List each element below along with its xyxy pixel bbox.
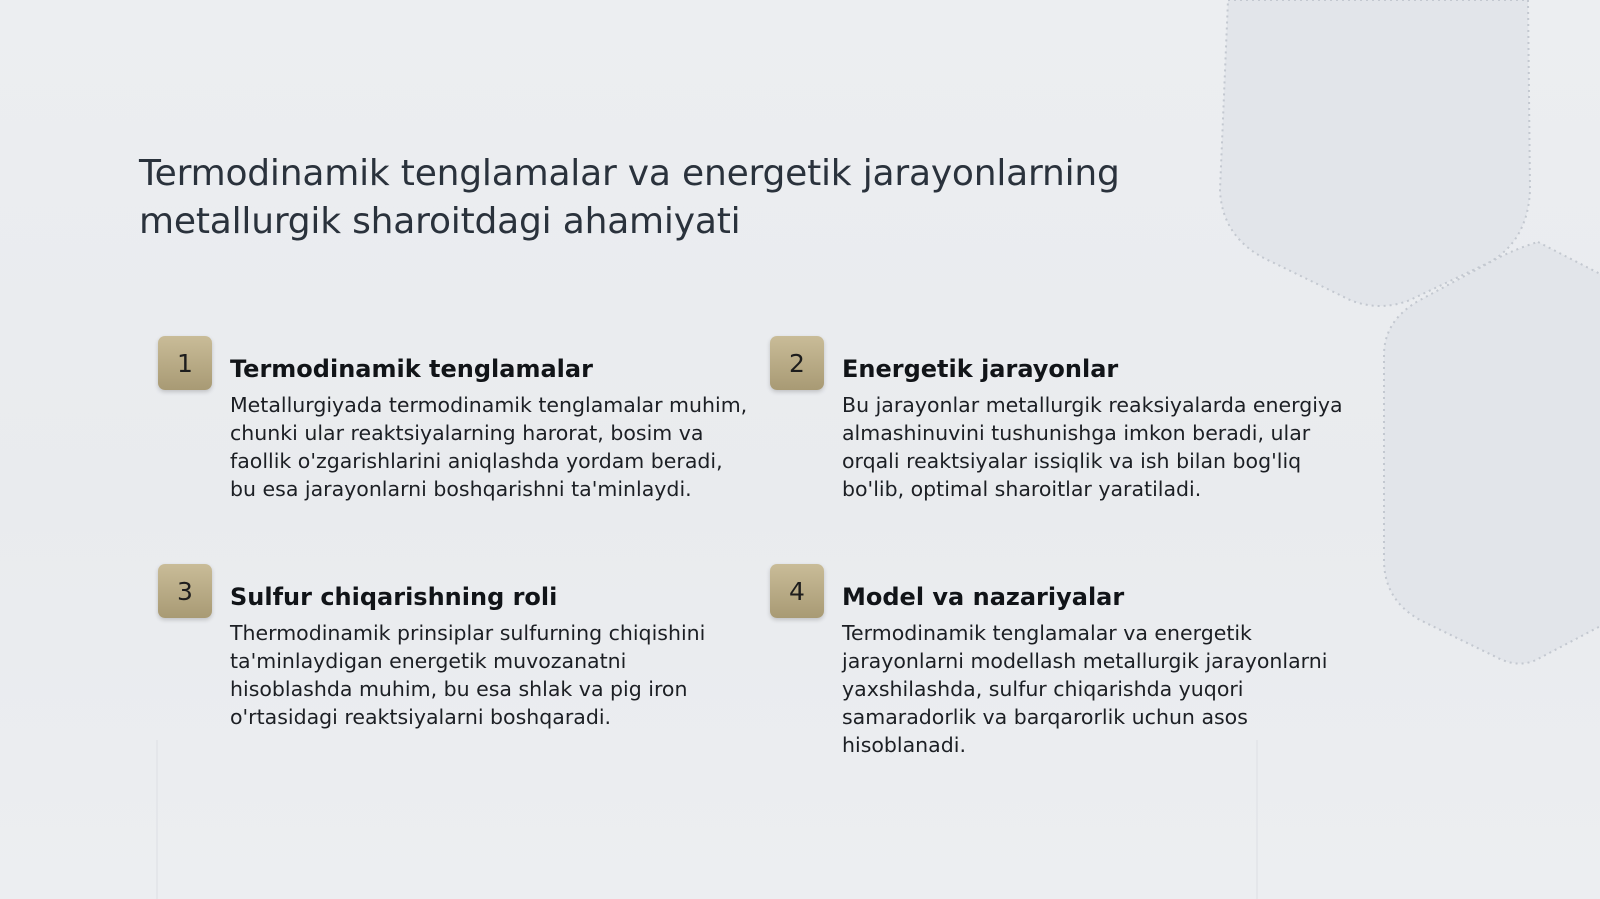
- item-title: Energetik jarayonlar: [842, 355, 1119, 383]
- item-description: Metallurgiyada termodinamik tenglamalar muhim, chunki ular reaktsiyalarning harorat, bosim va faollik o'zgarishlarini aniqlashda yordam beradi, bu esa jarayonlarni boshqarishni ta'minlaydi.: [230, 393, 748, 501]
- number-badge: 4: [770, 564, 824, 618]
- number-badge: 1: [158, 336, 212, 390]
- item-description: Termodinamik tenglamalar va energetik jarayonlarni modellash metallurgik jarayonlarni yaxshilashda, sulfur chiqarishda yuqori samaradorlik va barqarorlik uchun asos hisoblanadi.: [842, 621, 1328, 757]
- item-description: Thermodinamik prinsiplar sulfurning chiqishini ta'minlaydigan energetik muvozanatni hisoblashda muhim, bu esa shlak va pig iron o'rtasidagi reaktsiyalarni boshqaradi.: [230, 621, 706, 729]
- item-title: Model va nazariyalar: [842, 583, 1125, 611]
- slide-title: Termodinamik tenglamalar va energetik jarayonlarning metallurgik sharoitdagi ahamiyati: [139, 153, 1120, 242]
- item-description: Bu jarayonlar metallurgik reaksiyalarda energiya almashinuvini tushunishga imkon beradi, ular orqali reaktsiyalar issiqlik va ish bilan bog'liq bo'lib, optimal sharoitlar yaratiladi.: [842, 393, 1343, 501]
- number-badge: 3: [158, 564, 212, 618]
- item-title: Termodinamik tenglamalar: [230, 355, 593, 383]
- number-badge: 2: [770, 336, 824, 390]
- item-title: Sulfur chiqarishning roli: [230, 583, 558, 611]
